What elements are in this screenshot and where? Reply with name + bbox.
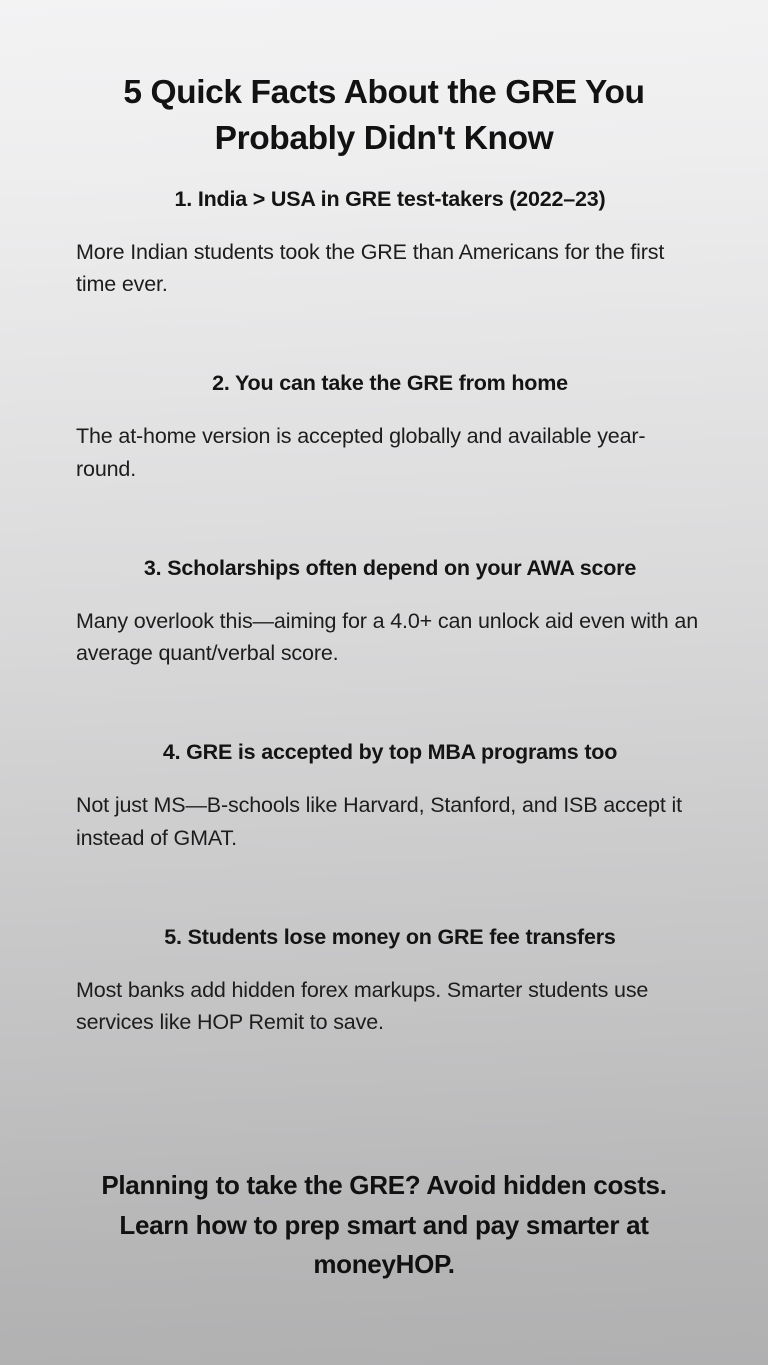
fact-body: The at-home version is accepted globally and available year-round. [76,424,646,481]
title-block [84,70,684,162]
fact-heading: 4. GRE is accepted by top MBA programs too [162,740,618,765]
facts-list [0,186,768,1108]
cta-block [80,1166,688,1285]
page-title: 5 Quick Facts About the GRE You Probably Didn't Know [123,74,645,158]
fact-body: More Indian students took the GRE than Americans for the first time ever. [76,239,665,297]
fact-body: Not just MS—B-schools like Harvard, Stanford, and ISB accept it instead of GMAT. [76,793,682,850]
fact-body: Most banks add hidden forex markups. Smarter students use services like HOP Remit to save. [76,977,649,1034]
fact-item [0,739,768,853]
fact-heading: 5. Students lose money on GRE fee transfers [164,924,616,949]
fact-heading: 1. India > USA in GRE test-takers (2022–23) [174,187,606,211]
fact-item [0,924,768,1038]
fact-heading: 3. Scholarships often depend on your AWA score [143,555,637,580]
fact-body: Many overlook this—aiming for a 4.0+ can unlock aid even with an average quant/verbal score. [76,608,699,666]
fact-heading: 2. You can take the GRE from home [212,371,568,396]
fact-item [0,186,768,300]
cta-text: Planning to take the GRE? Avoid hidden costs. Learn how to prep smart and pay smarter at moneyHOP. [101,1170,667,1280]
fact-item [0,370,768,484]
fact-item [0,555,768,669]
